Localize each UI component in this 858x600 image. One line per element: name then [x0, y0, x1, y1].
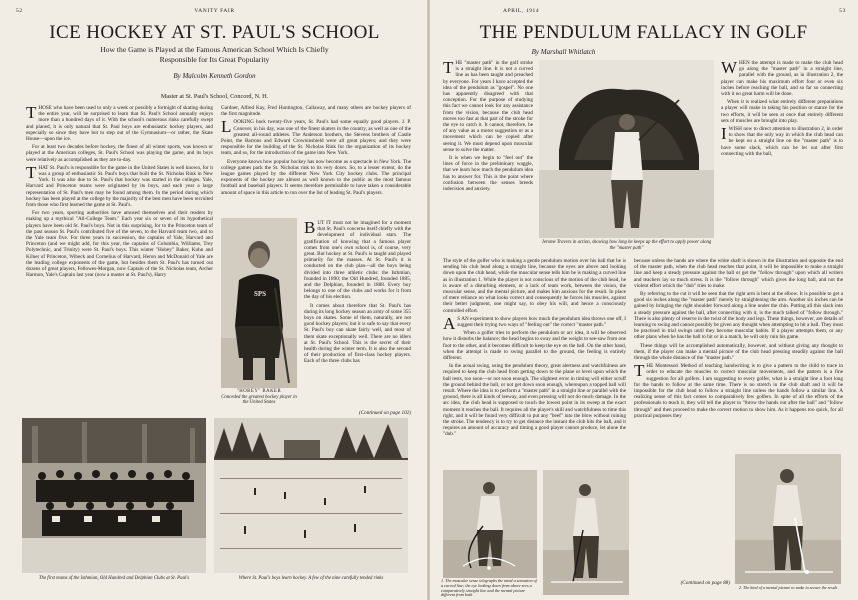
hockey-column-2-narrow: BUT IT must not be imagined for a moment that St. Paul's concerns itself chiefly with the development of individual stars. The gratification of knowing that a famous player comes from one's own school is, of course, very great. But hockey at St. Paul's is taught and played primarily for the masses. At St. Paul's it is conducted on the club plan—all the boys being divided into three athletic clubs: the Isthmian, founded in 1890; the Old Hundred, founded 1885, and the Delphian, founded in 1888. Every boy belongs to one of the clubs and works for it from the day of his election. It comes about therefore that St. Paul's has during its long hockey season an army of some 355 boys on skates. Some of them, naturally, are not good hockey players; but it is safe to say that every St. Paul's boy can skate fairly well, and most of them skate exceptionally well. There are no idlers at St. Paul's School. This is the secret of their health during the winter term. It is also the second of their production of first-class hockey players. Each of the three clubs has [304, 220, 411, 365]
club-teams-photo [22, 418, 206, 573]
golf-column-3: WHEN the attempt is made to make the club head go along the "master path" in a straight line, parallel with the ground, as in illustration 2, the player can make his maximum effort four or even six inches before reaching the ball, and so far so connecting with it no great harm will be done. When it is realized what entirely different preparations a player will make in taking his position or stance for the two efforts, it will be seen at once that entirely different sets of muscles are brought into play. IWISH now to direct attention to illustration 2, in order to show that the only way in which the club head can be kept on a straight line on the "master path" is to have some slack, which can be let out after first connecting with the ball, [721, 60, 843, 157]
rinks-photo [214, 418, 408, 573]
hockey-column-1: THOSE who have been used to only a week or possibly a fortnight of skating during the entire year, will be surprised to learn that St. Paul's School annually enjoys more than a hundred days of it. With the school's numerous rinks carefully swept and planed, it is only natural that St. Paul boys are enthusiastic hockey players, and especially so since they have but to step out of the Gymnasium—or rather, the Skate House—upon the ice. For at least two decades before hockey, the finest of all winter sports, was known or played at the American colleges, St. Paul's School was playing the game, and its boys were relatively as accomplished as they are to-day. THAT St. Paul's is responsible for the game in the United States is well known, for it was a group of enthusiastic St. Paul's boys that built the St. Nicholas Rink in New York. It was also due to St. Paul's that hockey was started in the colleges. Yale, Harvard and Princeton teams were originated by its boys, and each year a large representation of St. Paul's men may be found among them. In the period during which hockey has been played at the college by the majority of the best men have been recruited from those who first learned the game at St. Paul's. For two years, sporting authorities have amused themselves and their readers by making up a mythical "All-College Team." Each year six or seven of its hypothetical players have been old St. Paul's boys. Not in this surprising, for to the Princeton team of the past season St. Paul's contributed five of the seven, to the Harvard team two, and to the Yale team five. For three years in succession, the captains of Yale, Harvard and Princeton (and we might add, for this year, the captains of Columbia, Williams, Trey Polytechnic, and Trinity) were St. Paul's boys. This winter "Hobey" Baker, Kuhn and Kilner of Princeton, Wibeck and Cornelius of Harvard, Heron and McDonald of Yale are the leading college exponents of the game, but besides them St. Paul's has turned out dozens of great players, Fellowes-Morgan, now Captain of the St. Nicholas team, Archer Harmon, Yale's Captain last year (now a master at St. Paul's), Harry [26, 105, 213, 279]
hobey-baker-photo [221, 218, 297, 388]
left-running-head: VANITY FAIR [194, 8, 235, 14]
hobey-baker-caption: "HOBEY" BAKER Conceded the greatest hockey player in the United States [221, 389, 297, 406]
golf-title: THE PENDULUM FALLACY IN GOLF [479, 22, 808, 43]
hockey-column-2-top: Gardner, Alfred Kay, Fred Huntington, Callaway, and many others are hockey players of the first magnitude. LOOKING back twenty-five years, St. Paul's had some equally good players. J. P. Conover, in his day, was one of the finest skaters in the country, as well as one of the greatest all-round athletes. The Anderson brothers, the Stevens brothers of Castle Point, the Barrons and Edward Crowninshield were all great players; and they were responsible for the building of the St. Nicholas Rink for the organization of its hockey team, and so, for the introduction of the game into New York. Everyone knows how popular hockey has now become as a spectacle in New York. The college games pack the St. Nicholas rink to its very doors. So, to a lesser extent, do the league games played by the different New York City hockey clubs. The principal exponents of the hockey are almost as well known to the public as the most famous football and baseball players. It seems therefore permissible to have taken a considerable amount of space in this article to run over the list of leading St. Paul's players. [221, 105, 411, 196]
sweater-letters: SPS [253, 290, 267, 298]
hockey-title: ICE HOCKEY AT ST. PAUL'S SCHOOL [49, 22, 380, 43]
left-page-number: 52 [16, 8, 23, 14]
right-running-head: APRIL, 1914 [503, 8, 540, 14]
right-page [429, 0, 858, 600]
hockey-continued-note: (Continued on page 102) [358, 410, 411, 416]
figure-2-caption: 2. The kind of a mental picture to make to secure the result [738, 585, 838, 590]
golf-column-middle: The style of the golfer who is making a gentle pendulum motion over his ball that he is sending his club head along a straight line, because the eyes are above and looking down upon the club head, while the muscular sense tells him he is making a curved line as in illustration 1. While the player is not conscious of the motion of the club head, he is aware of a disturbing element, or a lack of team work, between the vision, the muscular sense, and the mental picture, and makes him anxious for the result. In place of mere reliance on what looks correct and consequently he forces his muscles, against their better judgment, one might say, to obey his will, and hence a consciously controlled effort. A S AN experiment to show players how much the pendulum idea throws one off, I suggest their trying two ways of "feeling out" the correct "master path." When a golfer tries to perform the pendulum or arc idea, it will be observed how it disturbs the balance; the head begins to sway and the weight to see-saw from one foot to the other, and it becomes difficult to keep the eye on the ball. On the other hand, when the attempt is made to swing parallel to the ground, the feeling is entirely different. In the actual swing, using the pendulum theory, great alertness and watchfulness are required to keep the club head from getting down to the plane or level upon which the ball rests, too soon—or not soon enough. The slightest error in timing will either scruff the ground behind the ball, or not get down soon enough, whereupon a topped ball will result. Where the idea is to perform a "master path" in a straight line or parallel with the ground, there is all kinds of leeway, and even pressing will not do much damage. In the arc idea, the club head is supposed to touch the lowest point in its sweep at the exact moment it reaches the ball. It requires all the player's skill and watchfulness to time this right, and it will be found very difficult to put any "beef" into the blow without ruining the stroke. The tendency is to try to get distance the instant the club hits the ball, and it requires an amount of accuracy and timing a good player cannot produce, let alone the "dub." [443, 258, 626, 438]
golf-column-lower-right: because unless the hands are where the white shaft is shown in the illustration and opposite the end of the master path, when the club head reaches that point, it will be impossible to make a straight line and keep a steady pressure against the ball or get the "follow through" upon which all writers and teachers lay so much stress. It is the "follow through" which gives the long ball, and not the violent effort which the "dub" tries to make. By referring to the cut it will be seen that the right arm is bent at the elbow. It is possible to get a good six inches along the "master path" merely by straightening the arm. Another six inches can be gained by bringing the right shoulder forward along a line under the chin. Putting all this slack into a steady pressure against the ball, after connecting with it, is the much talked of "follow through." There is also plenty of reserve in the twist of the body and legs. These things, however, are details of learning to swing and cannot possibly be given any thought when attempting to hit a ball. They must be practised in trial swings until they become muscular habits. If a player attempts them, or any other plans when he has the ball to hit or in a match, he will only ruin his game. These things will be accomplished automatically, however, and without giving any thought to them, if the player can make a mental picture of the club head pressing steadily against the ball through the whole distance of the "master path." THE Montessori Method of teaching handwriting is to give a pattern to the child to trace in order to educate the muscles to correct muscular movements, and the pattern is a fine suggestion for all golfers. I am suggesting to every golfer, what is a straight line a foot long for the hands to follow at the same time. There is no stretch in the club shaft and it will be impossible for the club head to follow a straight line unless the hands follow a similar line. A realizing sense of this fact comes to comparatively few golfers. In spite of all the efforts of the professionals to teach it, they will tell the player to "throw the hands out after the ball" and "follow through" and then proceed to make the correct motion to show him. As it happens too quick, for all practical purposes they [634, 258, 843, 419]
golf-continued-note: (Continued on page 88) [680, 580, 730, 586]
figure-1-caption: 1. The muscular sense telegraphs the mind a sensation of a curved line; the eye looking down from above sees a comparatively straight line and the mental picture different from both [441, 578, 537, 598]
golf-column-bottom [634, 454, 730, 578]
rinks-caption: Where St. Paul's boys learn hockey. A few of the nine carefully tended rinks [238, 576, 384, 581]
hockey-byline: By Malcolm Kenneth Gordon [173, 72, 256, 80]
travers-caption: Jerome Travers in action, showing how long he keeps up the effort to apply power along the "master path" [541, 240, 712, 251]
hockey-byline-role: Master at St. Paul's School, Concord, N. H. [160, 93, 269, 100]
figure-2-photo [735, 454, 841, 584]
club-teams-caption: The first teams of the Isthmian, Old Hundred and Delphian Clubs at St. Paul's [38, 576, 190, 581]
figure-1-photo [443, 470, 537, 578]
right-page-number: 53 [839, 8, 846, 14]
travers-photo [539, 60, 714, 238]
hockey-subtitle: How the Game is Played at the Famous American School Which Is Chiefly Responsible for Its Great Popularity [100, 45, 329, 64]
golfer-photo [543, 470, 629, 595]
golf-column-1: THE "master path" in the golf stroke is a straight line. It is not a curved line as has been taught and preached by everyone. For years I have accepted the idea of the pendulum as "gospel". No one has apparently disagreed with that conception. For the purpose of studying this fact we cannot look for any assistance from the vision, because the club head moves too fast at that part of the stroke for the eye to catch it. It cannot, therefore, be of any value as a motor suggestion or as a movement which can be copied after seeing it. We must depend upon muscular sense to solve the matter. It is when we begin to "feel out" the lines of force in the preliminary waggle, that we learn how much the pendulum idea has to answer for. This is the point where confusion between the senses breeds indecision and anxiety. [443, 60, 533, 193]
golf-byline: By Marshall Whitlatch [531, 48, 596, 56]
